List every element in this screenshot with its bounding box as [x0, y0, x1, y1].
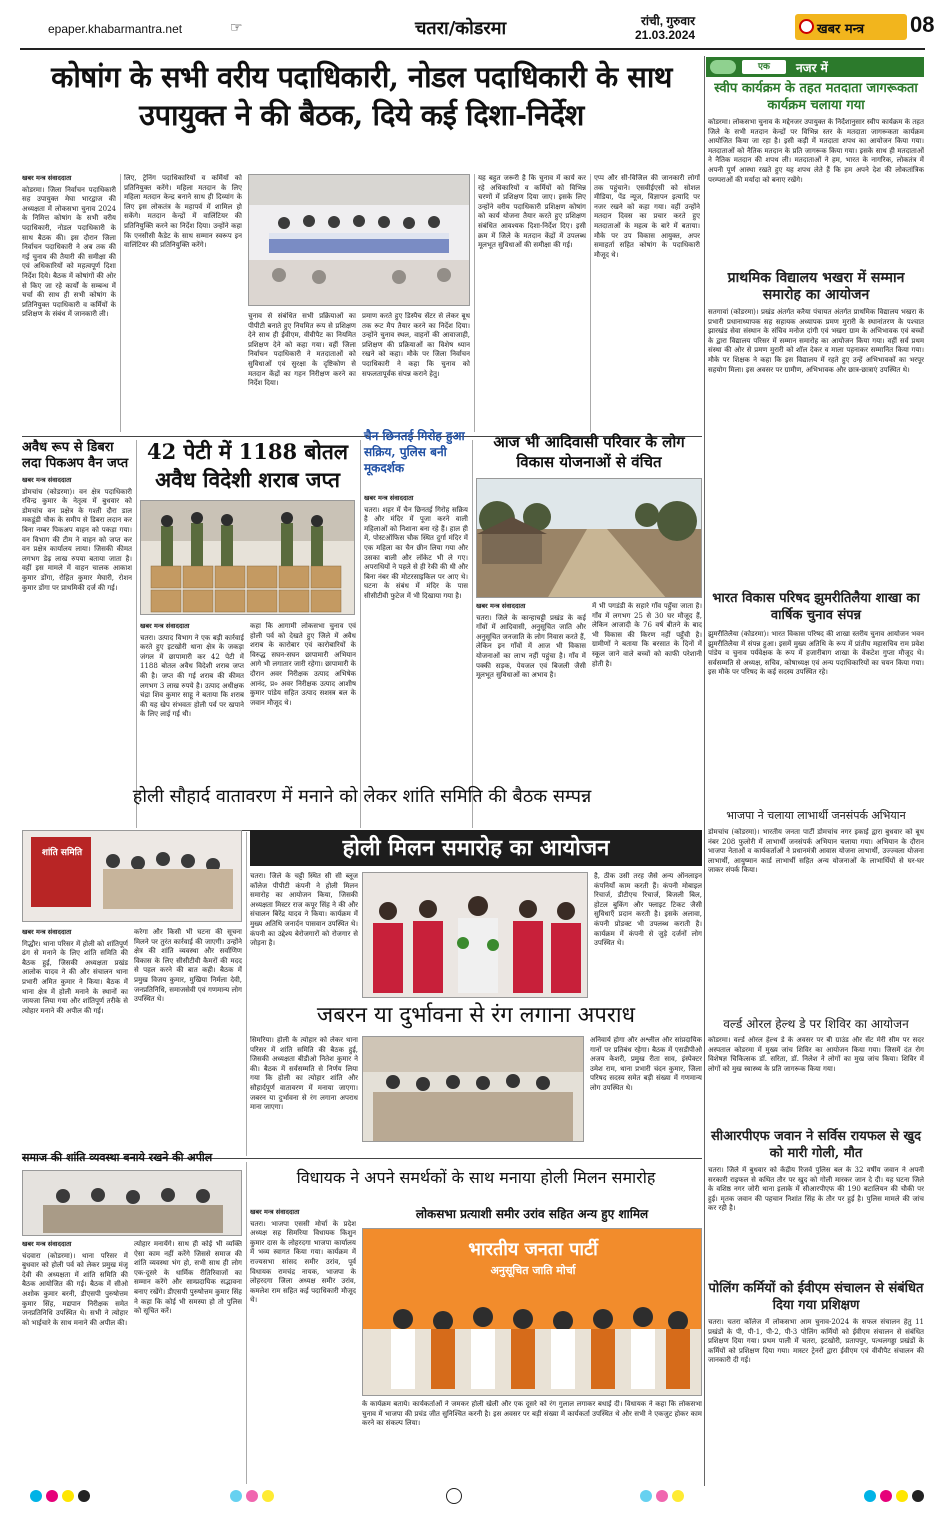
- cyan-mark-icon: [640, 1490, 652, 1502]
- chain-body: खबर मन्त्र संवाददाता चतरा। शहर में चैन छिनतई गिरोह सक्रिय है और मंदिर में पूजा करने वाली महिलाओं को निशाना बना रहे हैं। हाल ही में, पोस्टऑफिस चौक स्थित दुर्गा मंदिर में एक महिला का चैन छीन लिया गया और उसका बाली और लॉकेट भी ले गए। अपराधियों ने पहले से ही रेकी की थी और बिना नंबर की मोटरसाइकिल पर आए थे। घटना के संबंध में मंदिर के पास सीसीटीवी फुटेज में भी दिखाया गया है।: [364, 494, 468, 600]
- holi-milan-photo: [362, 872, 588, 998]
- liquor-headline: 42 पेटी में 1188 बोतल अवैध विदेशी शराब जप्त: [146, 439, 349, 492]
- holi-milan-col2: है, ठीक उसी तरह जैसे अन्य ऑनलाइन कंपनियाँ काम करती हैं। कंपनी मोबाइल रिचार्ज, डीटीएच रिचार्ज, बिजली बिल, होटल बुकिंग और फ्लाइट टिकट जैसी सुविधाएँ प्रदान करती है। इसके अलावा, कंपनी प्रोडक्ट भी उपलब्ध कराती है। कार्यक्रम में कंपनी से जुड़े दर्जनों लोग उपस्थित थे।: [594, 872, 702, 948]
- evm-training-body: चतरा। चतरा कॉलेज में लोकसभा आम चुनाव-2024 के सफल संचालन हेतु 11 प्रखंडों के पी, पी-1, पी-2, पी-3 पोलिंग कर्मियों को ईवीएम संचालन से संबंधित प्रशिक्षण दिया गया। प्रथम पाली में चतरा, इटखोरी, प्रतापपुर, पत्थलगड्डा प्रखंडों के कर्मियों को प्रशिक्षण दिया गया। मास्टर ट्रेनरों द्वारा ईवीएम एवं वीवीपैट संचालन की जानकारी दी गई।: [708, 1318, 924, 1365]
- bjp-banner-text: भारतीय जनता पार्टी: [468, 1239, 598, 1260]
- bvp-body: झुमरीतिलैया (कोडरमा)। भारत विकास परिषद की शाखा स्तरीय चुनाव आयोजन भवन झुमरीतिलैया में संपन्न हुआ। इसमें मुख्य अतिथि के रूप में प्रांतीय महासचिव राम प्रवेश पांडेय व चुनाव पर्यवेक्षक के रूप में हजारीबाग शाखा के वेंकटेश गुप्ता मौजूद थे। सर्वसम्मति से अध्यक्ष, सचिव, कोषाध्यक्ष एवं अन्य पदाधिकारियों का चयन किया गया। इस मौके पर परिषद के कई सदस्य उपस्थित रहे।: [708, 630, 924, 677]
- bjp-campaign-body: डोमचांच (कोडरमा)। भारतीय जनता पार्टी डोमचांच नगर इकाई द्वारा बुधवार को बूथ नंबर 208 फुलोरी में लाभार्थी जनसंपर्क अभियान चलाया गया। अभियान के दौरान भाजपा नेताओं व कार्यकर्ताओं ने प्रधानमंत्री आवास योजना लाभार्थी, उज्ज्वला योजना लाभार्थी, आयुष्मान कार्ड लाभार्थी सहित अन्य योजनाओं के लाभार्थियों से घर-घर जाकर संपर्क किया।: [708, 828, 924, 875]
- liquor-col1: खबर मन्त्र संवाददाता चतरा। उत्पाद विभाग ने एक बड़ी कार्रवाई करते हुए इटखोरी थाना क्षेत्र के जकड़ा जंगल में छापामारी कर 42 पेटी में 1188 बोतल अवैध विदेशी शराब जप्त की है। जप्त की गई शराब की कीमत लगभग 3 लाख रुपये है। उत्पाद अधीक्षक चंद्रा शिव कुमार साहू ने बताया कि शराब की यह खेप संभवतः होली पर्व पर खपाने के लिए लाई गई थी।: [140, 622, 244, 719]
- society-peace-photo: [22, 1170, 242, 1236]
- cyan-mark-icon: [864, 1490, 876, 1502]
- hand-pointer-icon: ☞: [230, 20, 243, 36]
- yellow-mark-icon: [672, 1490, 684, 1502]
- page-header: [20, 10, 935, 50]
- holi-peace-col2: करेगा और किसी भी घटना की सूचना मिलने पर तुरंत कार्रवाई की जाएगी। उन्होंने क्षेत्र की शांति व्यवस्था और सर्वाणिण विकास के लिए सीसीटीवी कैमरों की मदद से पहल करने की बात कही। बैठक में प्रमुख विजय कुमार, मुखिया निर्मला देवी, जनप्रतिनिधि, समाजसेवी एवं गणमान्य लोग उपस्थित थे।: [134, 928, 242, 1004]
- city-day: रांची, गुरुवार: [641, 14, 696, 28]
- yellow-mark-icon: [262, 1490, 274, 1502]
- ek-tag: एक: [742, 60, 786, 74]
- main-headline: कोषांग के सभी वरीय पदाधिकारी, नोडल पदाधिकारी के साथ उपायुक्त ने की बैठक, दिये कई दिशा-निर्देश: [51, 60, 672, 132]
- peace-committee-photo: [22, 830, 242, 922]
- school-body: सतगावां (कोडरमा)। प्रखंड अंतर्गत करैया पंचायत अंतर्गत प्राथमिक विद्यालय भखरा के प्रभारी प्रधानाध्यापक सह सहायक अध्यापक प्रमण मुरारी के स्थानांतरण के पश्चात झारखंड सेवा संस्थान के संचिव मनोज दांगी एवं भखरा ग्राम के अभिभावक एवं बच्चों के द्वारा विद्यालय परिसर में सम्मान समारोह का आयोजन किया गया। वहीं सर्व प्रथम संस्था की ओर से प्रमण मुरारी को शॉल देकर व माला पहनाकर सम्मानित किया गया। मौके पर शिक्षक ने कहा कि इस विद्यालय में रहते हुए उन्हें अभिभावकों का भरपूर सहयोग मिला। इस अवसर पर ग्रामीण, अभिभावक और छात्र-छात्राएं उपस्थित थे।: [708, 308, 924, 374]
- black-mark-icon: [912, 1490, 924, 1502]
- mla-holi-col1: खबर मन्त्र संवाददाता चतरा। भाजपा एससी मोर्चा के प्रदेश अध्यक्ष सह सिमरिया विधायक किशुन कुमार दास के लोहरदगा भाजपा कार्यालय में भव्य स्वागत किया गया। कार्यक्रम में राज्यसभा सांसद समीर उरांव, पूर्व विधायक रामचंद्र नायक, भाजपा के लोहरदगा जिला अध्यक्ष समीर उरांव, कमलेश राम सहित कई पदाधिकारी मौजूद थे।: [250, 1208, 356, 1305]
- date: 21.03.2024: [635, 28, 696, 42]
- meeting-photo: [248, 174, 470, 306]
- holi-peace-headline: होली सौहार्द वातावरण में मनाने को लेकर शांति समिति की बैठक सम्पन्न: [132, 786, 592, 807]
- chain-headline: चैन छिनतई गिरोह हुआ सक्रिय, पुलिस बनी मूकदर्शक: [364, 429, 465, 475]
- tribal-headline: आज भी आदिवासी परिवार के लोग विकास योजनाओं से वंचित: [493, 433, 685, 471]
- evm-training-headline: पोलिंग कर्मियों को ईवीएम संचालन से संबंधित दिया गया प्रशिक्षण: [708, 1281, 924, 1313]
- color-crime-col2: अनिवार्य होगा और अश्लील और सांप्रदायिक गानों पर प्रतिबंध रहेगा। बैठक में एसडीपीओ अजय केशरी, प्रमुख रीता साव, इंस्पेक्टर उमेश राम, थाना प्रभारी चंदन कुमार, जिला परिषद सदस्य समेत बड़ी संख्या में गणमान्य लोग उपस्थित थे।: [590, 1036, 702, 1092]
- liquor-seizure-photo: [140, 500, 355, 615]
- sweep-headline: स्वीप कार्यक्रम के तहत मतदाता जागरूकता कार्यक्रम चलाया गया: [714, 81, 918, 113]
- site-url[interactable]: epaper.khabarmantra.net: [48, 22, 183, 36]
- sweep-body: कोडरमा। लोकसभा चुनाव के मद्देनजर उपायुक्त के निर्देशानुसार स्वीप कार्यक्रम के तहत जिले के सभी मतदान केन्द्रों पर विभिन्न स्तर के मतदाता जागरूकता कार्यक्रम आयोजित किया जा रहा है। इसी कड़ी में मतदाता शपथ का आयोजन किया गया। मतदाताओं को नैतिक मतदान के प्रति जागरूक किया गया। इसके साथ ही मतदाताओं ने नैतिक मतदान की शपथ ली। मतदाताओं ने हम, भारत के नागरिक, लोकतंत्र में अपनी पूर्ण आस्था रखते हुए यह शपथ लेते हैं कि हम अपने देश की लोकतांत्रिक परम्पराओं की मर्यादा को बनाए रखेंगे।: [708, 118, 924, 184]
- holi-milan-col1: चतरा। जिले के चट्टी स्थित सी सी ब्लूज कॉलेज पीपीटी कंपनी ने होली मिलन समारोह का आयोजन किया, जिसकी अध्यक्षता मिस्टर राज कपूर सिंह ने की और संचालन बिरेंद्र यादव ने किया। कार्यक्रम में मुख्य अतिथि जनार्दन पासवान उपस्थित थे। कंपनी का उद्देश्य बेरोजगारों को रोजगार से जोड़ना है।: [250, 872, 358, 948]
- holi-peace-col1: खबर मन्त्र संवाददाता गिद्धौर। थाना परिसर में होली को शांतिपूर्ण ढंग से मनाने के लिए शांति समिति की बैठक हुई, जिसकी अध्यक्षता प्रखंड आलोक यादव ने की और संचालन थाना प्रभारी अमित कुमार ने किया। बैठक में थाना क्षेत्र में होली मनाने के स्थानों का जायजा लिया गया और शांतिपूर्ण तरीके से त्योहार मनाने की अपील की गई।: [22, 928, 128, 1015]
- bvp-headline: भारत विकास परिषद झुमरीतिलैया शाखा का वार्षिक चुनाव संपन्न: [712, 591, 920, 623]
- main-story-col5: यह बहुत जरूरी है कि चुनाव में कार्य कर रहे अधिकारियों व कर्मियों को विभिन्न चरणों में प्रशिक्षण दिया जाए। इसके लिए उन्होंने वरीय पदाधिकारी प्रशिक्षण कोषांग को कार्य योजना तैयार करते हुए प्रशिक्षण संबंधित आवश्यक दिशा-निर्देश दिए। इसी क्रम में जिले के मतदान केंद्रों में उपलब्ध मूलभूत सुविधाओं की समीक्षा की गई।: [478, 174, 586, 250]
- liquor-col2: कहा कि आगामी लोकसभा चुनाव एवं होली पर्व को देखते हुए जिले में अवैध शराब के कारोबार एवं कारोबारियों के विरुद्ध सघन-सघन छापामारी अभियान आगे भी लगातार जारी रहेगा। छापामारी के दौरान अवर निरीक्षक उत्पाद अभिषेक आनंद, प्र० अवर निरीक्षक उत्पाद आशीष कुमार पांडेय सहित उत्पाद सशस्त्र बल के जवान मौजूद थे।: [250, 622, 356, 707]
- color-crime-meeting-photo: [362, 1036, 584, 1142]
- main-story-col6: एप्प और सी-विजिल की जानकारी लोगों तक पहुंचाने। एसवीईएसी को सोशल मीडिया, पेंड न्यूज, विज्ञापन इत्यादि पर नजर रखने को कहा गया। वहीं उन्होंने मतदान दिवस का प्रचार करते हुए मतदाताओं के महत्व के बारे में बताया। मौके पर उप विकास आयुक्त, अपर समाहर्ता सहित कोषांग के पदाधिकारी मौजूद थे।: [594, 174, 700, 259]
- main-story-col4: प्रमाण करते हुए डिस्पैच सेंटर से लेकर बूथ तक रूट मैप तैयार करने का निर्देश दिया। उन्होंने चुनाव स्थल, वाहनों की आवाजाही, प्रशिक्षण की प्रक्रियाओं का विशेष ध्यान रखने को कहा। मौके पर जिला निर्वाचन पदाधिकारी ने कहा कि चुनाव को सफलतापूर्वक संपन्न कराने हेतु।: [362, 312, 470, 378]
- black-mark-icon: [78, 1490, 90, 1502]
- byline: खबर मन्त्र संवाददाता: [22, 174, 72, 182]
- ek-nazar-header: [706, 57, 924, 77]
- magenta-mark-icon: [880, 1490, 892, 1502]
- cyan-mark-icon: [30, 1490, 42, 1502]
- brand-name: खबर मन्त्र: [817, 22, 865, 37]
- society-peace-col2: त्योहार मनायेंगे। साथ ही कोई भी व्यक्ति ऐसा काम नहीं करेंगे जिससे समाज की शांति व्यवस्था भंग हो, सभी साथ ही लोग एक-दूसरे के धार्मिक रीतिरिवाजों का सम्मान करेंगे और साम्प्रदायिक सद्भावना बनाए रखेंगे। डीएसपी पुरुषोत्तम कुमार सिंह ने कहा कि कोई भी समस्या हो तो पुलिस को सूचित करें।: [134, 1240, 242, 1316]
- main-story-col3: चुनाव से संबंधित सभी प्रक्रियाओं का पीपीटी बनाते हुए नियमित रूप से प्रशिक्षण देने साथ ही ईवीएम, वीवीपैट का नियमित प्रशिक्षण देने को कहा गया। वहीं जिला निर्वाचन पदाधिकारी ने मतदाताओं को सुविधाओं एवं सुरक्षा के दृष्टिकोण से मतदान केंद्रों का गहन निरीक्षण करने का निर्देश दिया।: [248, 312, 356, 388]
- page-number: 08: [910, 12, 935, 37]
- magenta-mark-icon: [46, 1490, 58, 1502]
- cyan-mark-icon: [230, 1490, 242, 1502]
- village-photo: [476, 478, 702, 598]
- section-title: चतरा/कोडरमा: [415, 18, 507, 39]
- tribal-col2: में भी पगडंडी के सहारे गाँव पहुँचा जाता है। गाँव में लगभग 25 से 30 घर मौजूद हैं, लेकिन आजादी के 76 वर्ष बीतने के बाद भी विकास की किरण नहीं पहुँची है। ग्रामीणों ने बताया कि बरसात के दिनों में स्कूल जाने वाले बच्चों को काफी परेशानी होती है।: [592, 602, 702, 668]
- yellow-mark-icon: [62, 1490, 74, 1502]
- magenta-mark-icon: [246, 1490, 258, 1502]
- yellow-mark-icon: [896, 1490, 908, 1502]
- bjp-meeting-photo: [362, 1228, 702, 1396]
- society-peace-col1: खबर मन्त्र संवाददाता चंदवारा (कोडरमा)। थाना परिसर में बुधवार को होली पर्व को लेकर प्रमुख मंजू देवी की अध्यक्षता में शांति समिति की बैठक आयोजित की गई। बैठक में सीओ अशोक कुमार बरनी, डीएसपी पुरुषोत्तम कुमार सिंह, मद्यपान निरीक्षक समेत जनप्रतिनिधि उपस्थित थे। सभी ने त्योहार को भाईचारे के साथ मनाने की अपील की।: [22, 1240, 128, 1327]
- holi-milan-banner: होली मिलन समारोह का आयोजन: [250, 830, 702, 866]
- tribal-col1: खबर मन्त्र संवाददाता चतरा। जिले के कान्हाचट्टी प्रखंड के कई गाँवों में आदिवासी, अनुसूचित जाति और अनुसूचित जनजाति के लोग निवास करते हैं, लेकिन इन गाँवों में आज भी विकास योजनाओं का लाभ नहीं पहुंचा है। गाँव में पक्की सड़क, पेयजल एवं बिजली जैसी मूलभूत सुविधाओं का अभाव है।: [476, 602, 586, 680]
- peace-banner-text: शांति समिति: [41, 848, 83, 858]
- brand-logo: [795, 14, 907, 40]
- dateline: [635, 14, 695, 42]
- oral-health-headline: वर्ल्ड ओरल हेल्थ डे पर शिविर का आयोजन: [723, 1017, 909, 1031]
- magenta-mark-icon: [656, 1490, 668, 1502]
- bjp-banner-sub: अनुसूचित जाति मोर्चा: [490, 1264, 576, 1277]
- truck-body: खबर मन्त्र संवाददाता डोमचांच (कोडरमा)। वन क्षेत्र पदाधिकारी रविन्द्र कुमार के नेतृत्व में बुधवार को डोमचांच वन प्रक्षेत्र के गश्ती दौरा डाल मकडूंडी चौक के समीप से डिबरा लदान कर बिना नम्बर पिकअप वाहन को पकड़ा गया। वन विभाग की टीम ने वाहन को जप्त कर वन प्रक्षेत्र कार्यालय लाया। जिसकी कीमत लगभग डेढ़ लाख रुपया बताया जाता है। वहीं इस मामले में वाहन चालक आकाश कुमार डोंगा, रोहित कुमार मेघारी, रोशन कुमार डोंगा पर प्राथमिकी दर्ज की गई।: [22, 476, 132, 592]
- main-story-col1: खबर मन्त्र संवाददाता कोडरमा। जिला निर्वाचन पदाधिकारी सह उपायुक्त मेघा भारद्वाज की अध्यक्षता में लोकसभा चुनाव 2024 के निमित्त कोषांग के सभी वरीय पदाधिकारी, नोडल पदाधिकारी के साथ बैठक की। इस दौरान जिला निर्वाचन पदाधिकारी ने अब तक की गई चुनाव की तैयारी की समीक्षा की एवं अधिकारियों को महत्वपूर्ण दिशा निर्देश दिये। बैठक में कोषांगों की ओर से किए जा रहे कार्यों के सम्बन्ध में चर्चा की साथ ही सभी कोषांग के प्रतिनियुक्त पदाधिकारी व कर्मियों के प्रशिक्षण के संबंध में जानकारी ली।: [22, 174, 116, 319]
- eye-icon: [710, 60, 736, 74]
- mla-holi-subhead: लोकसभा प्रत्याशी समीर उरांव सहित अन्य हुए शामिल: [415, 1207, 649, 1221]
- crpf-body: चतरा। जिले में बुधवार को केंद्रीय रिजर्व पुलिस बल के 32 वर्षीय जवान ने अपनी सरकारी राइफल से कथित तौर पर खुद को गोली मारकर जान दे दी। यह घटना जिले के वशिष्ठ नगर जोरी थाना इलाके में सीआरपीएफ की 190 बटालियन की चौकी पर हुई। मृतक जवान की पहचान निशांत सिंह के तौर पर हुई है। पुलिस मामले की जांच कर रही है।: [708, 1166, 924, 1213]
- color-crime-col1: सिमरिया। होली के त्योहार को लेकर थाना परिसर में शांति समिति की बैठक हुई, जिसकी अध्यक्षता बीडीओ नितेश कुमार ने की। बैठक में सर्वसम्मति से निर्णय लिया गया कि होली का त्योहार शांति और सौहार्दपूर्ण वातावरण में मनाया जाएगा। जबरन या दुर्भावना से रंग लगाना अपराध माना जाएगा।: [250, 1036, 358, 1112]
- society-peace-headline: समाज की शांति व्यवस्था बनाये रखने की अपील: [22, 1151, 213, 1164]
- truck-headline: अवैध रूप से डिबरा लदा पिकअप वैन जप्त: [22, 440, 129, 471]
- crosshair-icon: [446, 1488, 462, 1504]
- school-headline: प्राथमिक विद्यालय भखरा में सम्मान समारोह का आयोजन: [727, 270, 905, 303]
- nazar-title: नजर में: [796, 61, 828, 75]
- brand-emblem-icon: [799, 19, 814, 34]
- crpf-headline: सीआरपीएफ जवान ने सर्विस रायफल से खुद को मारी गोली, मौत: [710, 1129, 922, 1161]
- main-story-col2: लिए, ट्रेनिंग पदाधिकारियों व कर्मियों को प्रतिनियुक्त करेंगे। महिला मतदान के लिए महिला मतदान केन्द्र बनाने साथ ही दिव्यांग के लिए इस लोकतंत्र के महापर्व में शामिल हो सकेंगे। मतदान केन्द्रों में वालिंटियर की प्रतिनियुक्ति करने का निर्देश दिया। उन्होंने कहा कि एनसीसी कैडेट के साथ सम्मान स्वरूप इन वालिंटियर की प्रतिनियुक्ति करेंगे।: [124, 174, 242, 250]
- oral-health-body: कोडरमा। वर्ल्ड ओरल हेल्थ डे के अवसर पर बी ग्राउंड और सेंट मेरी सीम पर सदर अस्पताल कोडरमा में मुख्य जांच शिविर का आयोजन किया गया। जिसमें दंत रोग विशेषज्ञ चिकित्सक डॉ. सरिता, डॉ. निलेश ने लोगों का मुख जांच किया। शिविर में लोगों को मुख स्वास्थ्य के प्रति जागरूक किया गया।: [708, 1036, 924, 1073]
- mla-holi-headline: विधायक ने अपने समर्थकों के साथ मनाया होली मिलन समारोह: [296, 1168, 656, 1187]
- bjp-campaign-headline: भाजपा ने चलाया लाभार्थी जनसंपर्क अभियान: [726, 809, 906, 822]
- mla-holi-col2: के कार्यक्रम बताये। कार्यकर्ताओं ने जमकर होली खेली और एक दूसरे को रंग गुलाल लगाकर बधाई दी। विधायक ने कहा कि लोकसभा चुनाव में भाजपा की प्रचंड जीत सुनिश्चित करनी है। इस अवसर पर बड़ी संख्या में कार्यकर्ता उपस्थित थे और सभी ने एकजुट होकर काम करने का संकल्प लिया।: [362, 1400, 702, 1428]
- color-crime-headline: जबरन या दुर्भावना से रंग लगाना अपराध: [316, 1003, 636, 1028]
